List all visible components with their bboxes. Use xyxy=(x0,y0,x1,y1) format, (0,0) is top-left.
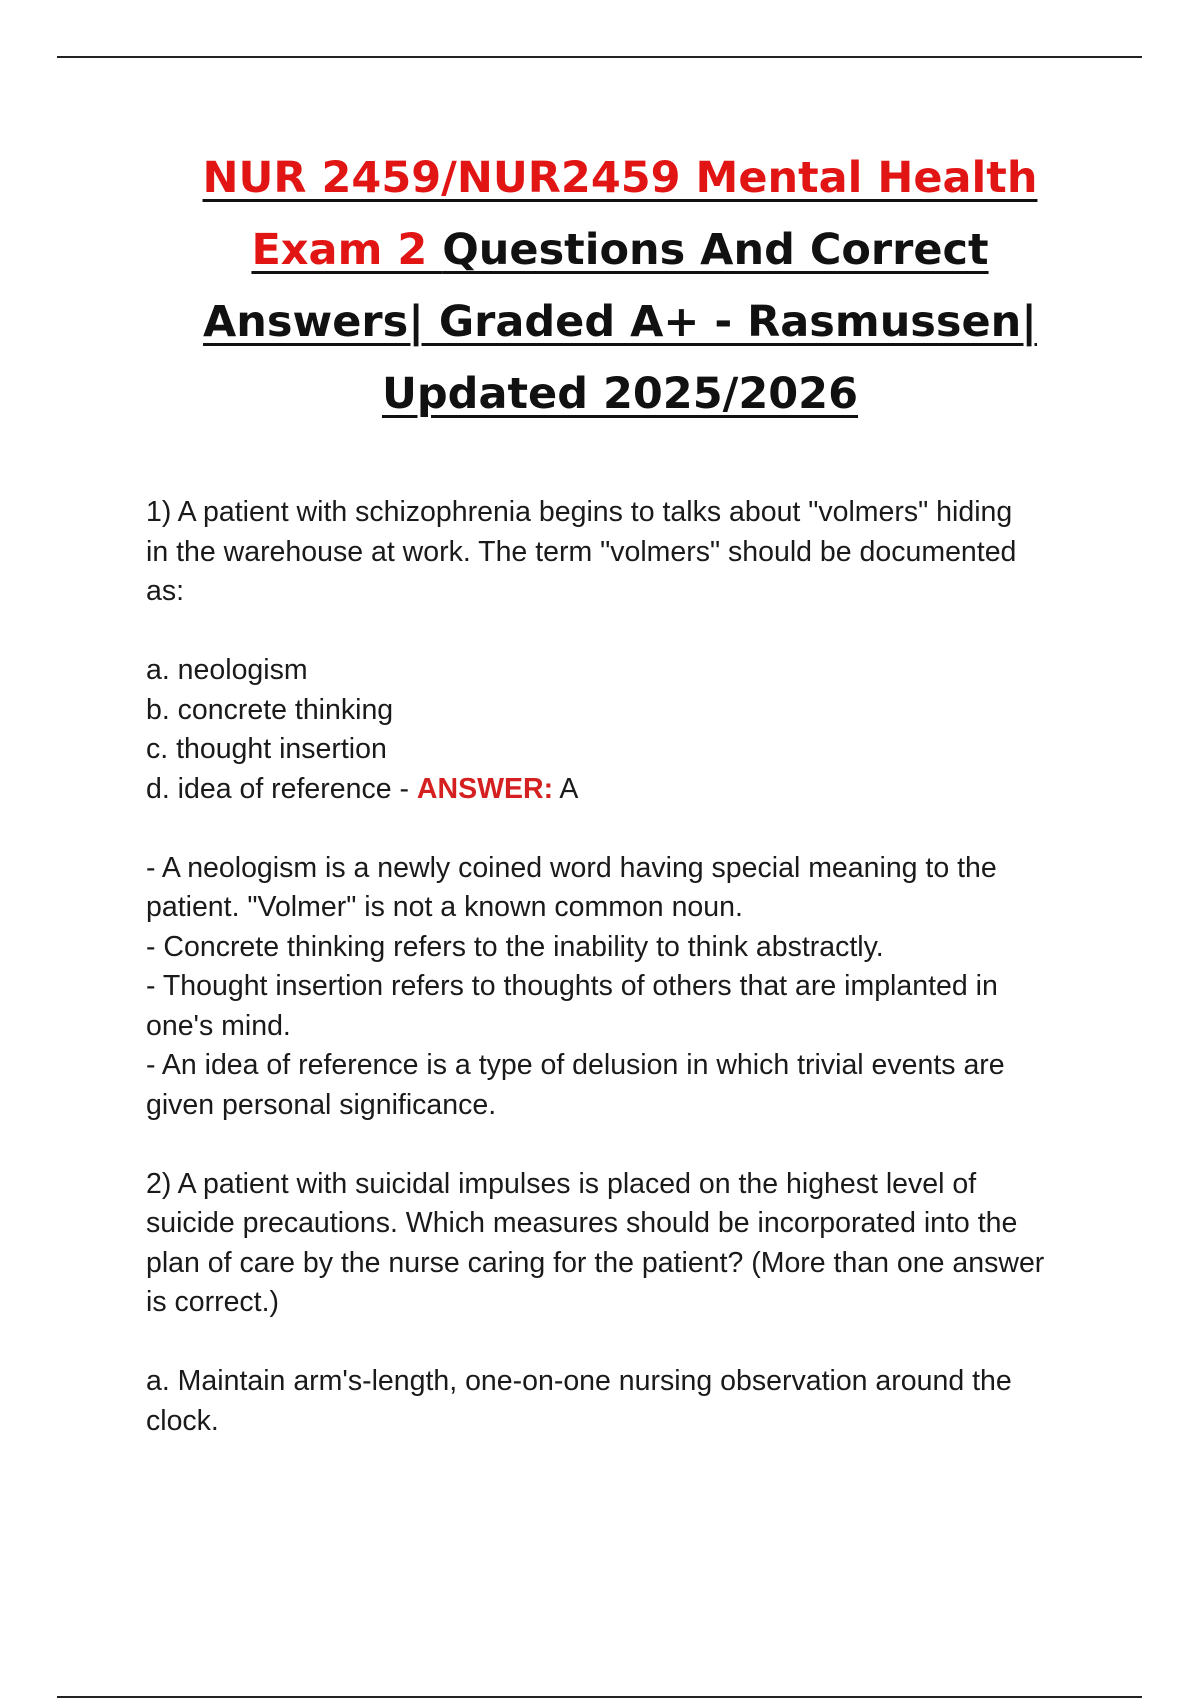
rationale-line: - Concrete thinking refers to the inability to think abstractly. xyxy=(146,930,884,963)
title-line-3: Answers| Graded A+ - Rasmussen| xyxy=(203,297,1037,347)
question-1-rationale xyxy=(146,849,1106,1126)
question-1-option-d-text: d. idea of reference - xyxy=(146,772,417,805)
question-2-option-a-line: a. Maintain arm's-length, one-on-one nursing observation around the xyxy=(146,1365,1012,1397)
question-1-stem xyxy=(146,493,1106,612)
question-2-option-a-line: clock. xyxy=(146,1404,219,1437)
question-1-option-d xyxy=(146,770,1106,810)
question-2-stem-line: plan of care by the nurse caring for the patient? (More than one answer xyxy=(146,1246,1045,1279)
document-body xyxy=(146,493,1106,1441)
question-2-stem-line: 2) A patient with suicidal impulses is placed on the highest level of xyxy=(146,1167,977,1200)
document-title xyxy=(150,142,1090,430)
question-1-stem-line: as: xyxy=(146,575,185,607)
question-2-stem xyxy=(146,1165,1106,1323)
paragraph-gap xyxy=(146,809,1106,849)
answer-label: ANSWER: xyxy=(416,772,554,805)
rationale-line: one's mind. xyxy=(146,1009,291,1042)
top-rule xyxy=(57,56,1142,58)
question-1-option-b: b. concrete thinking xyxy=(146,693,394,726)
title-line-2-black: Questions And Correct xyxy=(442,225,989,275)
question-2-stem-line: is correct.) xyxy=(146,1286,280,1318)
rationale-line: - An idea of reference is a type of delusion in which trivial events are xyxy=(146,1049,1005,1081)
rationale-line: patient. "Volmer" is not a known common noun. xyxy=(146,891,743,923)
answer-value: A xyxy=(553,772,579,805)
question-1-stem-line: 1) A patient with schizophrenia begins to talks about "volmers" hiding xyxy=(146,496,1013,528)
question-1-option-a: a. neologism xyxy=(146,654,308,686)
title-line-4: Updated 2025/2026 xyxy=(381,369,859,419)
rationale-line: - Thought insertion refers to thoughts of others that are implanted in xyxy=(146,970,998,1002)
rationale-line: - A neologism is a newly coined word having special meaning to the xyxy=(146,851,997,884)
paragraph-gap xyxy=(146,1323,1106,1363)
title-line-1: NUR 2459/NUR2459 Mental Health xyxy=(202,153,1038,203)
question-1-option-c: c. thought insertion xyxy=(146,733,387,765)
question-1-stem-line: in the warehouse at work. The term "volmers" should be documented xyxy=(146,535,1017,568)
question-2-stem-line: suicide precautions. Which measures should be incorporated into the xyxy=(146,1207,1018,1239)
paragraph-gap xyxy=(146,1125,1106,1165)
bottom-rule xyxy=(57,1696,1142,1698)
rationale-line: given personal significance. xyxy=(146,1088,497,1121)
question-2-options xyxy=(146,1362,1106,1441)
title-line-2-red: Exam 2 xyxy=(251,225,443,275)
paragraph-gap xyxy=(146,612,1106,652)
question-1-options xyxy=(146,651,1106,809)
